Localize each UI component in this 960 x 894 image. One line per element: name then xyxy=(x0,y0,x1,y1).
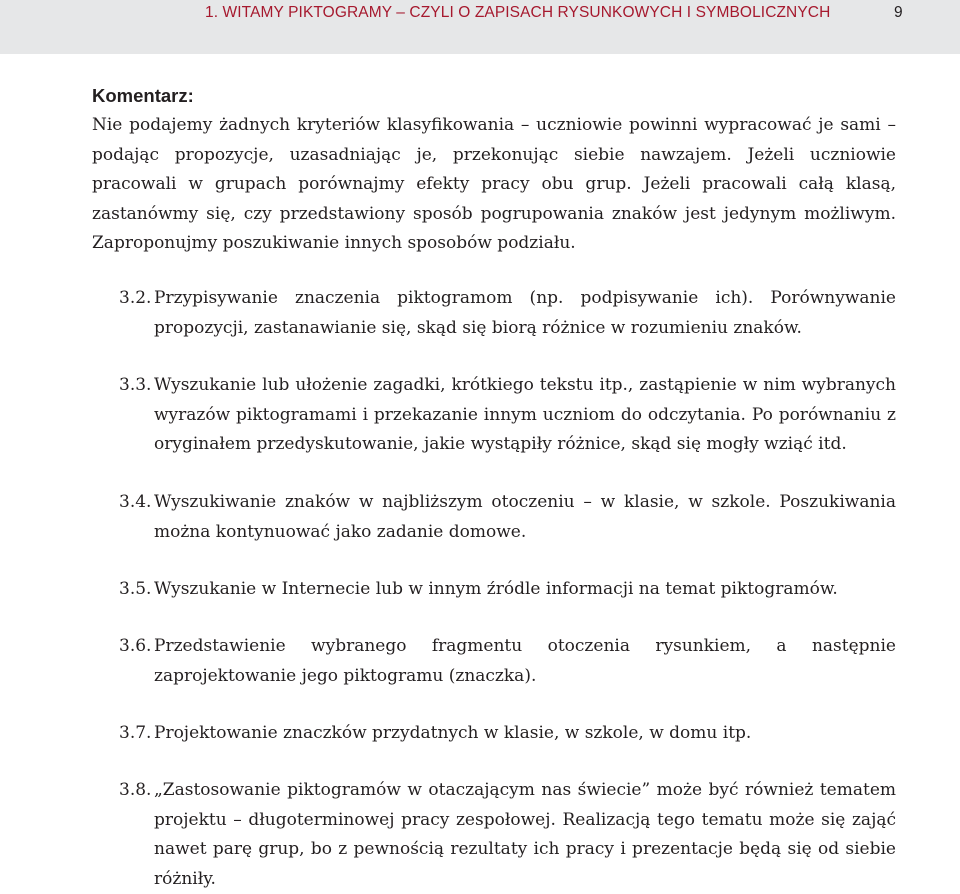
item-text: Wyszukiwanie znaków w najbliższym otoczeniu – w klasie, w szkole. Poszukiwania można kontynuować jako zadanie domowe. xyxy=(154,492,896,542)
page-header xyxy=(0,0,960,54)
list-item xyxy=(119,284,896,343)
item-number: 3.8. xyxy=(119,780,152,800)
comment-label: Komentarz: xyxy=(92,85,194,106)
item-text: Przypisywanie znaczenia piktogramom (np. podpisywanie ich). Porównywanie propozycji, zastanawianie się, skąd się biorą różnice w rozumieniu znaków. xyxy=(154,288,896,338)
list-item xyxy=(119,371,896,460)
list-item xyxy=(119,719,896,749)
chapter-title: 1. WITAMY PIKTOGRAMY – CZYLI O ZAPISACH RYSUNKOWYCH I SYMBOLICZNYCH xyxy=(205,4,831,21)
item-number: 3.5. xyxy=(119,579,152,599)
list-item xyxy=(119,776,896,894)
page-number: 9 xyxy=(894,4,903,21)
item-text: Wyszukanie w Internecie lub w innym źródle informacji na temat piktogramów. xyxy=(154,579,838,599)
comment-paragraph: Nie podajemy żadnych kryteriów klasyfikowania – uczniowie powinni wypracować je sami – podając propozycje, uzasadniając je, przekonując siebie nawzajem. Jeżeli uczniowie pracowali w grupach porównajmy efekty pracy obu grup. Jeżeli pracowali całą klasą, zastanówmy się, czy przedstawiony sposób pogrupowania znaków jest jedynym możliwym. Zaproponujmy poszukiwanie innych sposobów podziału. xyxy=(92,115,896,253)
item-text: Przedstawienie wybranego fragmentu otoczenia rysunkiem, a następnie zaprojektowanie jego piktogramu (znaczka). xyxy=(154,636,896,686)
item-number: 3.4. xyxy=(119,492,152,512)
item-text: Wyszukanie lub ułożenie zagadki, krótkiego tekstu itp., zastąpienie w nim wybranych wyrazów piktogramami i przekazanie innym uczniom do odczytania. Po porównaniu z oryginałem przedyskutowanie, jakie wystąpiły różnice, skąd się mogły wziąć itd. xyxy=(154,375,896,454)
list-item xyxy=(119,575,896,605)
list-item xyxy=(119,488,896,547)
item-text: Projektowanie znaczków przydatnych w klasie, w szkole, w domu itp. xyxy=(154,723,752,743)
item-number: 3.3. xyxy=(119,375,152,395)
list-item xyxy=(119,632,896,691)
item-number: 3.6. xyxy=(119,636,152,656)
item-number: 3.2. xyxy=(119,288,152,308)
item-number: 3.7. xyxy=(119,723,152,743)
item-text: „Zastosowanie piktogramów w otaczającym nas świecie” może być również tematem projektu – długoterminowej pracy zespołowej. Realizacją tego tematu może się zająć nawet parę grup, bo z pewnością rezultaty ich pracy i prezentacje będą się od siebie różniły. xyxy=(154,780,896,889)
